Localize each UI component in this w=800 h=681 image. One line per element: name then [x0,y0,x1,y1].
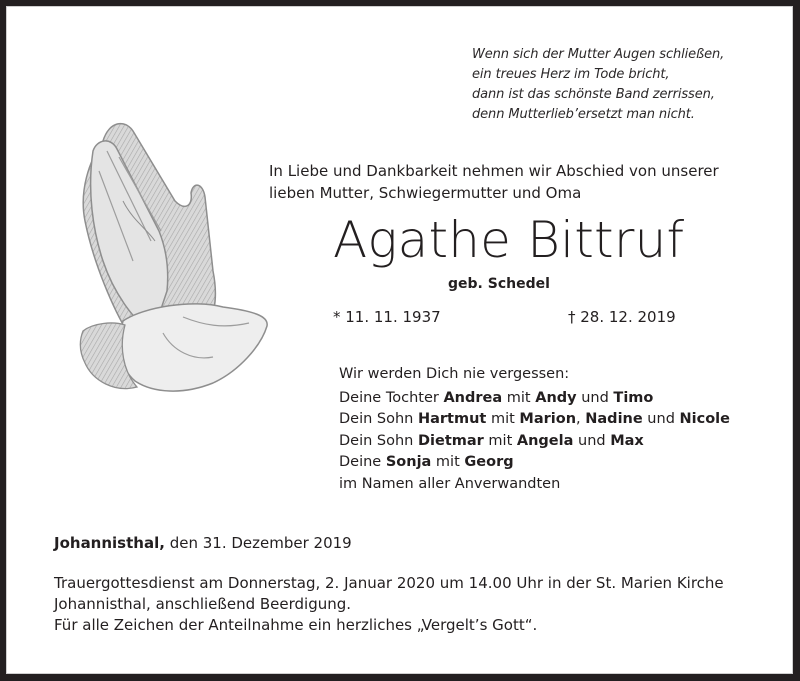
family-row [339,474,730,496]
relative-name: Marion [519,411,577,427]
family-list [339,364,730,495]
service-line: Johannisthal, anschließend Beerdigung. [54,595,352,613]
relative-name: Andrea [443,389,503,406]
death-date: † 28. 12. 2019 [568,308,676,326]
relative-name: Georg [464,454,514,470]
funeral-service-info [54,573,724,615]
family-row [339,452,730,474]
intro-text [269,160,719,204]
relative-name: Dietmar [417,432,484,449]
praying-hands-icon [63,111,273,401]
intro-line: In Liebe und Dankbarkeit nehmen wir Abschied von unserer [269,162,719,180]
memorial-poem [472,45,724,125]
poem-line: dann ist das schönste Band zerrissen, [472,87,715,102]
family-row [339,431,730,453]
obituary-notice [6,6,793,674]
relation-text: im Namen aller Anverwandten [339,475,561,492]
relative-name: Max [610,432,644,449]
relation-text: und [576,389,614,406]
relative-name: Nicole [679,411,730,427]
place-date-line [54,534,352,552]
poem-line: denn Mutterlieb’ersetzt man nicht. [472,107,695,122]
family-row [339,409,730,431]
intro-line: lieben Mutter, Schwiegermutter und Oma [269,184,582,202]
relation-text: und [642,411,680,427]
relation-text: mit [486,411,520,427]
maiden-name: geb. Schedel [448,276,550,292]
notice-date: den 31. Dezember 2019 [164,534,352,552]
relation-text: mit [483,432,517,449]
family-heading: Wir werden Dich nie vergessen: [339,366,570,382]
relative-name: Sonja [385,454,432,470]
place-name: Johannisthal, [54,534,165,552]
relation-text: Dein Sohn [339,411,418,427]
relative-name: Timo [613,389,654,406]
relation-text: mit [431,454,465,470]
relative-name: Andy [535,389,577,406]
relation-text: , [576,411,586,427]
service-line: Trauergottesdienst am Donnerstag, 2. Januar 2020 um 14.00 Uhr in der St. Marien Kirche [54,574,724,592]
relation-text: Dein Sohn [339,432,418,449]
relative-name: Angela [516,432,574,449]
relation-text: mit [502,389,536,406]
family-row [339,388,730,410]
relative-name: Hartmut [417,411,487,427]
birth-date: * 11. 11. 1937 [333,308,441,326]
relation-text: und [573,432,611,449]
deceased-name: Agathe Bittruf [333,211,685,269]
relation-text: Deine [339,454,386,470]
relative-name: Nadine [585,411,643,427]
relation-text: Deine Tochter [339,389,444,406]
poem-line: Wenn sich der Mutter Augen schließen, [472,47,725,62]
poem-line: ein treues Herz im Tode bricht, [472,67,670,82]
thanks-line: Für alle Zeichen der Anteilnahme ein herzliches „Vergelt’s Gott“. [54,616,538,634]
